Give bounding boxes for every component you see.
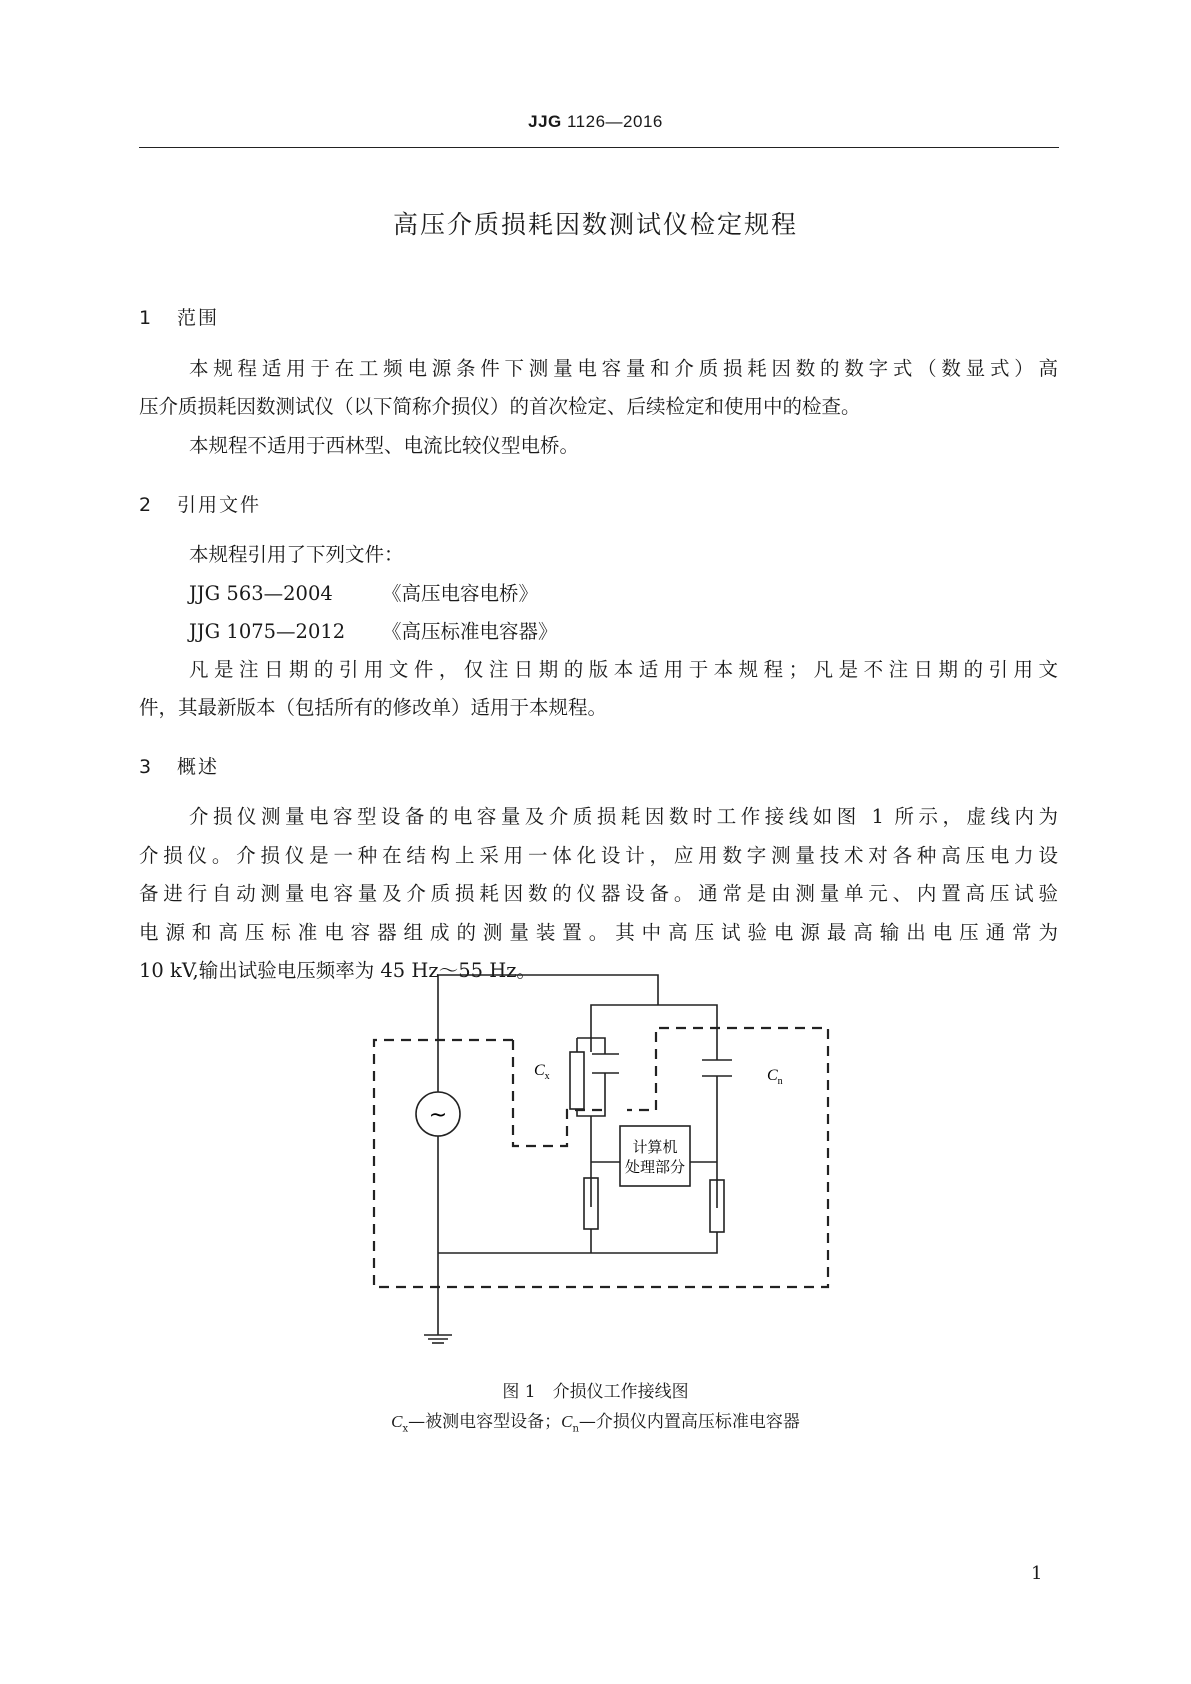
paragraph-line: 10 kV,输出试验电压频率为 45 Hz～55 Hz。 bbox=[139, 959, 536, 982]
wire bbox=[438, 1232, 717, 1253]
wire bbox=[591, 1005, 717, 1060]
legend-symbol: C bbox=[561, 1412, 573, 1431]
section-number: 1 bbox=[139, 307, 152, 329]
standard-code-prefix: JJG bbox=[528, 112, 562, 131]
figure-legend bbox=[0, 1407, 1191, 1434]
legend-symbol: C bbox=[391, 1412, 403, 1431]
cx-resistor bbox=[570, 1052, 584, 1109]
reference-code: JJG 1075—2012 bbox=[189, 620, 346, 643]
paragraph-line: 件，其最新版本（包括所有的修改单）适用于本规程。 bbox=[139, 696, 608, 719]
ac-source-symbol: ~ bbox=[428, 1103, 448, 1128]
paragraph-line: 本规程不适用于西林型、电流比较仪型电桥。 bbox=[189, 434, 580, 457]
reference-title: 《高压电容电桥》 bbox=[382, 582, 539, 605]
cx-label: $C_x$ bbox=[534, 1062, 550, 1082]
section-number: 2 bbox=[139, 494, 152, 516]
computer-box-label-line2: 处理部分 bbox=[624, 1158, 686, 1176]
paragraph-line: 介损仪。介损仪是一种在结构上采用一体化设计，应用数字测量技术对各种高压电力设 bbox=[139, 844, 1058, 867]
legend-text: —介损仪内置高压标准电容器 bbox=[578, 1412, 800, 1432]
computer-box-label-line1: 计算机 bbox=[632, 1138, 678, 1156]
legend-subscript: x bbox=[402, 1423, 409, 1435]
legend-text: —被测电容型设备； bbox=[408, 1412, 562, 1432]
dashed-boundary bbox=[374, 1028, 828, 1287]
section-title: 范围 bbox=[177, 307, 220, 329]
computer-box bbox=[620, 1126, 690, 1186]
legend-subscript: n bbox=[572, 1423, 579, 1435]
section-title: 概述 bbox=[177, 756, 220, 778]
page-number: 1 bbox=[1031, 1563, 1043, 1584]
section-title: 引用文件 bbox=[177, 494, 262, 516]
paragraph-line: 备进行自动测量电容量及介质损耗因数的仪器设备。通常是由测量单元、内置高压试验 bbox=[139, 882, 1058, 905]
paragraph-line: 电源和高压标准电容器组成的测量装置。其中高压试验电源最高输出电压通常为 bbox=[139, 921, 1058, 944]
reference-title: 《高压标准电容器》 bbox=[382, 620, 558, 643]
paragraph-line: 压介质损耗因数测试仪（以下简称介损仪）的首次检定、后续检定和使用中的检查。 bbox=[139, 395, 861, 418]
paragraph-line: 凡是注日期的引用文件，仅注日期的版本适用于本规程；凡是不注日期的引用文 bbox=[189, 658, 1058, 681]
document-title: 高压介质损耗因数测试仪检定规程 bbox=[392, 210, 798, 239]
paragraph-line: 介损仪测量电容型设备的电容量及介质损耗因数时工作接线如图 1 所示，虚线内为 bbox=[189, 805, 1058, 828]
references-intro: 本规程引用了下列文件： bbox=[189, 543, 404, 566]
standard-code-number: 1126—2016 bbox=[561, 112, 663, 131]
paragraph-line: 本规程适用于在工频电源条件下测量电容量和介质损耗因数的数字式（数显式）高 bbox=[189, 357, 1058, 380]
cn-label: $C_n$ bbox=[767, 1067, 783, 1087]
wire bbox=[438, 975, 658, 1335]
figure-caption: 图 1 介损仪工作接线图 bbox=[502, 1382, 689, 1402]
reference-code: JJG 563—2004 bbox=[189, 582, 333, 605]
instrument-boundary bbox=[374, 1028, 828, 1287]
section-number: 3 bbox=[139, 756, 152, 778]
